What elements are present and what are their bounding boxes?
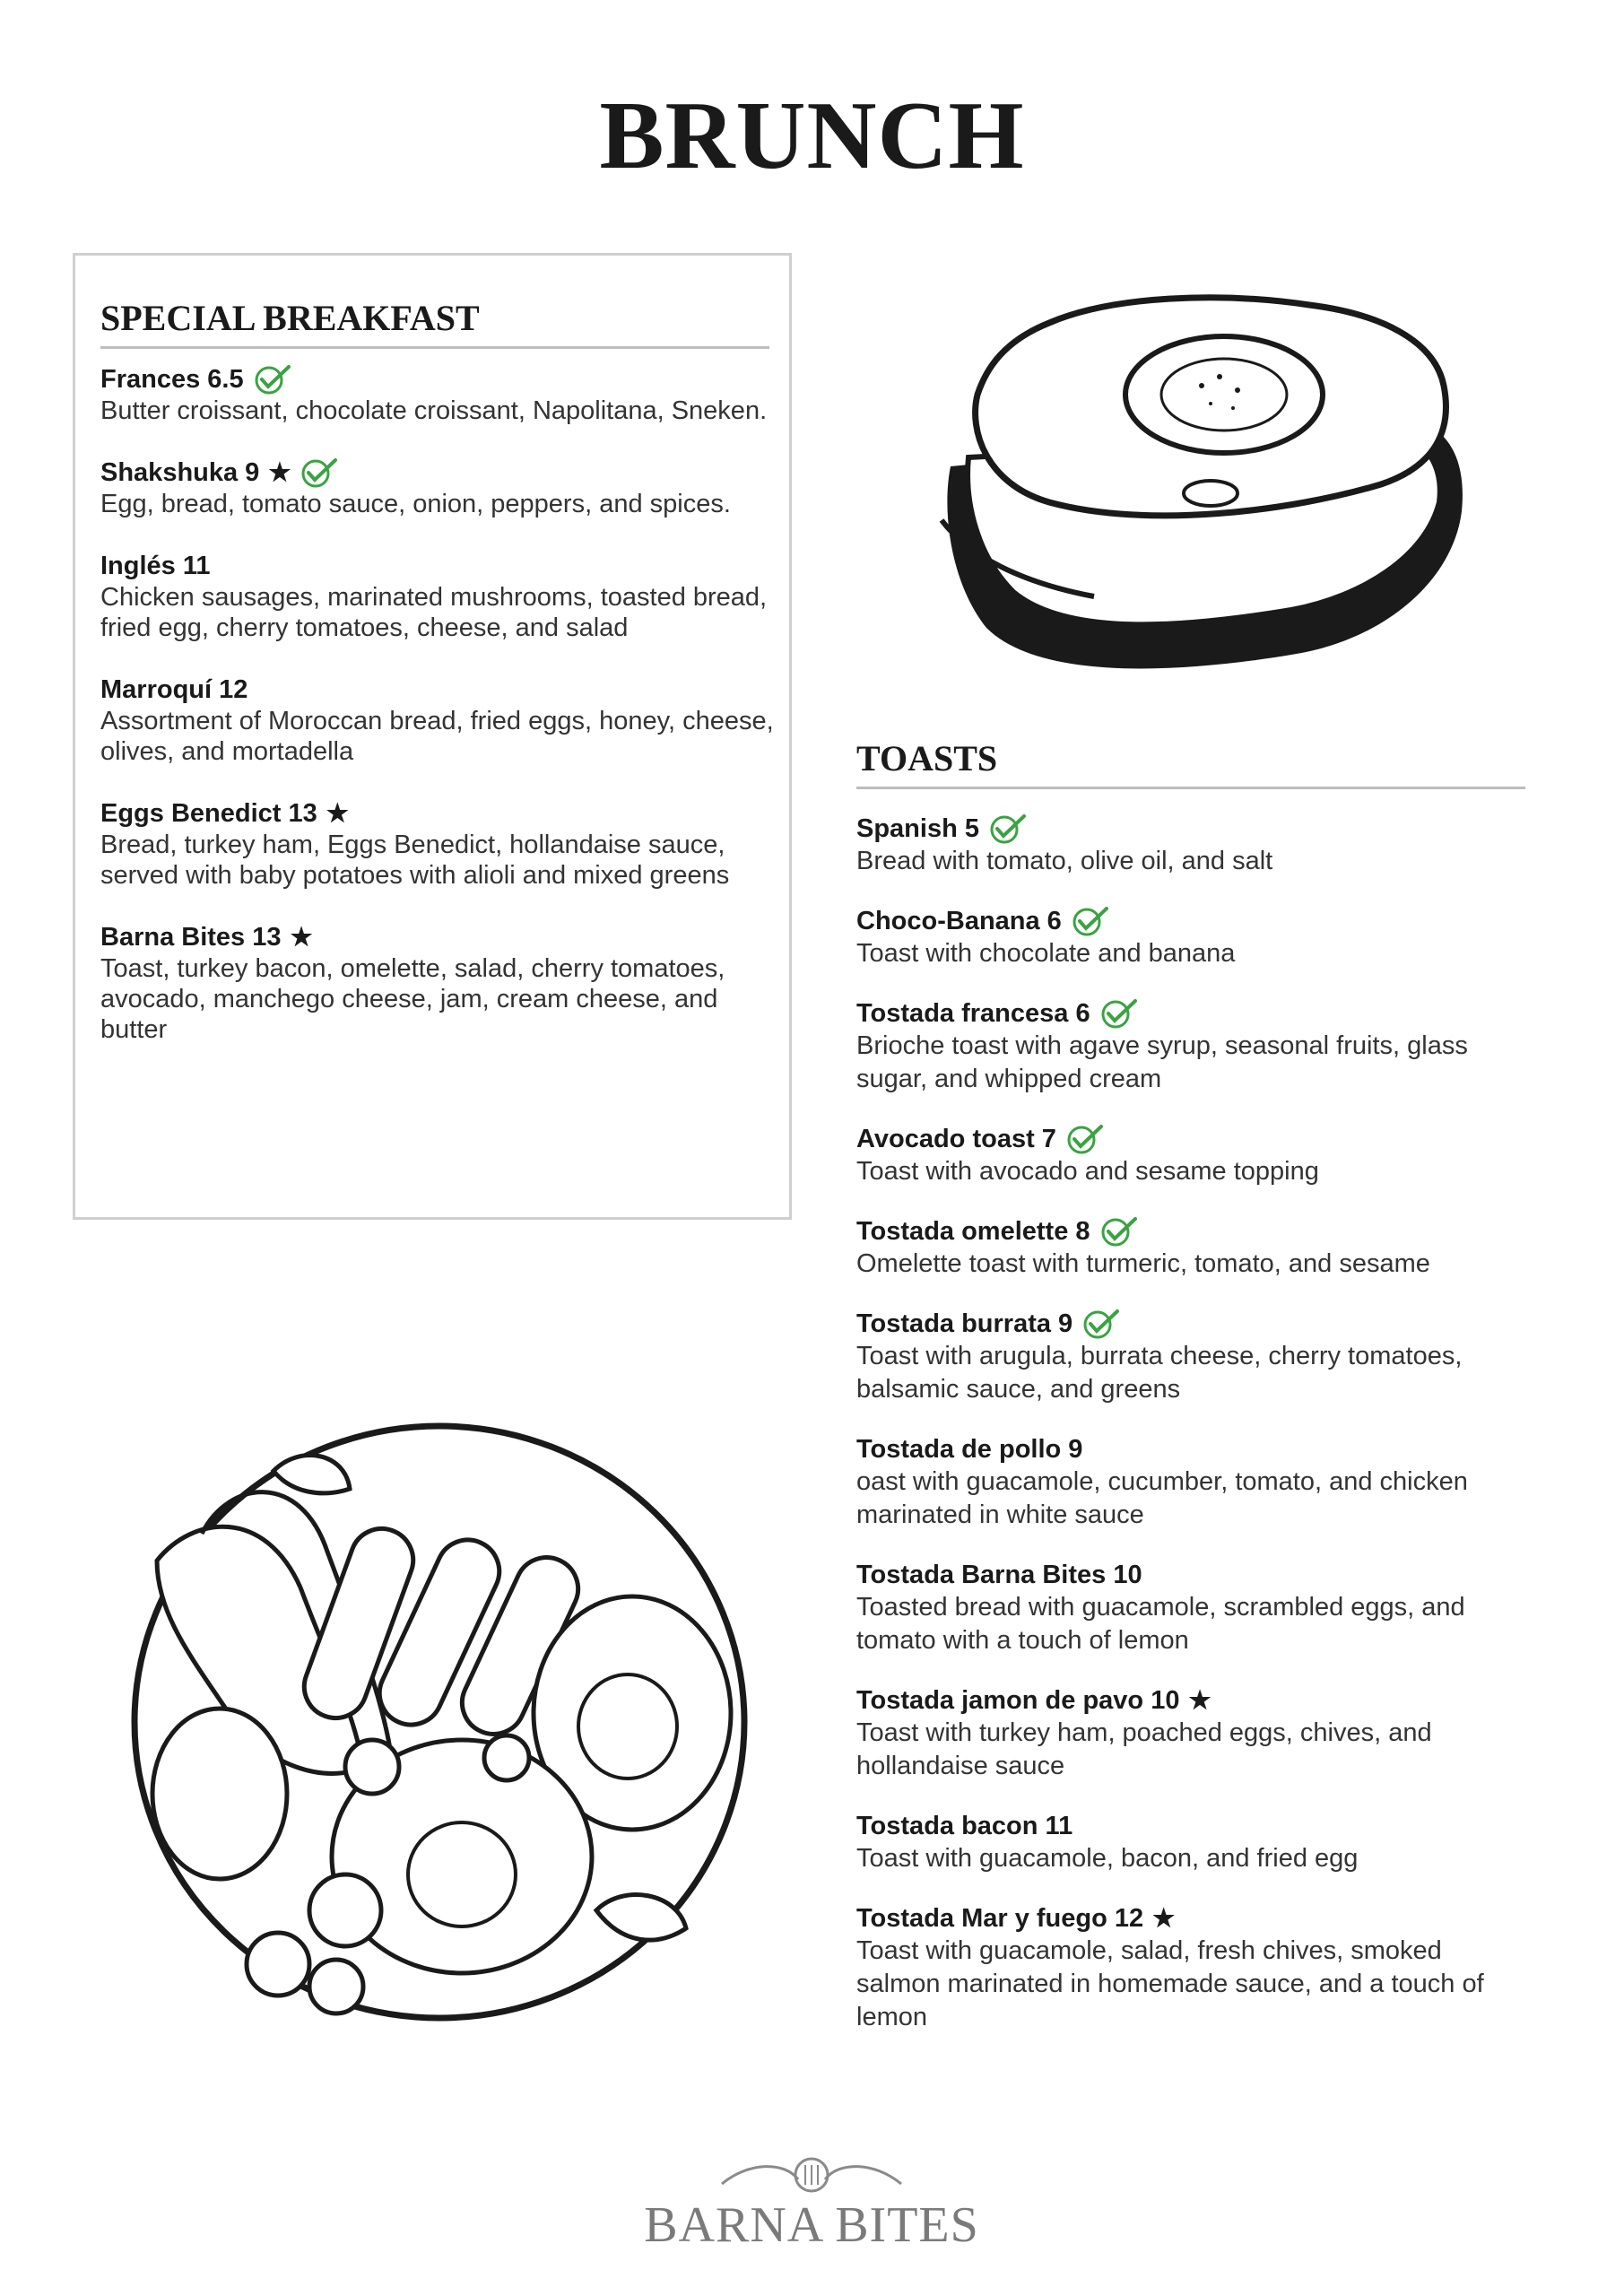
menu-item-description: Toast with chocolate and banana <box>856 939 1236 968</box>
menu-item-description: Toast with avocado and sesame topping <box>856 1157 1319 1186</box>
star-icon: ★ <box>268 458 291 486</box>
check-badge-icon <box>988 813 1028 845</box>
special-breakfast-list <box>100 363 782 1075</box>
menu-item <box>100 674 782 767</box>
star-icon: ★ <box>290 923 313 951</box>
check-badge-icon <box>1071 905 1110 937</box>
menu-item <box>856 1902 1529 2034</box>
menu-item <box>100 363 782 426</box>
menu-item <box>856 1215 1529 1281</box>
menu-item-name: Barna Bites 13 <box>100 923 282 952</box>
menu-item-title <box>856 1902 1529 1935</box>
menu-item-title <box>100 550 782 582</box>
ornament-icon <box>713 2152 910 2197</box>
star-icon: ★ <box>1188 1686 1211 1714</box>
menu-item <box>856 813 1529 878</box>
menu-item-title <box>856 1559 1529 1591</box>
page-title: BRUNCH <box>599 83 1025 189</box>
check-badge-icon <box>1099 1215 1139 1248</box>
menu-item-title <box>856 1684 1529 1717</box>
menu-item-title <box>100 363 782 396</box>
menu-item <box>100 550 782 643</box>
menu-item-name: Marroquí 12 <box>100 675 248 704</box>
menu-item-description: Toast with guacamole, bacon, and fried egg <box>856 1844 1359 1873</box>
menu-item-description: Toast with guacamole, salad, fresh chives, smoked salmon marinated in homemade sauce, and a touch of lemon <box>856 1936 1484 2031</box>
menu-item-name: Tostada de pollo 9 <box>856 1435 1083 1464</box>
menu-item <box>856 1810 1529 1875</box>
menu-item <box>856 997 1529 1096</box>
menu-item-title <box>856 1215 1529 1248</box>
menu-item-title <box>100 797 782 830</box>
menu-item-name: Tostada omelette 8 <box>856 1217 1090 1246</box>
check-badge-icon <box>253 363 292 396</box>
menu-item <box>100 457 782 519</box>
toasts-heading: TOASTS <box>856 737 1525 789</box>
star-icon: ★ <box>326 799 349 827</box>
menu-item <box>856 1684 1529 1783</box>
menu-item-name: Tostada Barna Bites 10 <box>856 1561 1142 1589</box>
menu-item-description: oast with guacamole, cucumber, tomato, and chicken marinated in white sauce <box>856 1467 1468 1529</box>
brand-name: BARNA BITES <box>644 2197 979 2253</box>
menu-item-title <box>856 1433 1529 1465</box>
special-breakfast-panel <box>73 253 792 1220</box>
menu-item-name: Tostada burrata 9 <box>856 1309 1073 1338</box>
menu-item-description: Toast with turkey ham, poached eggs, chives, and hollandaise sauce <box>856 1718 1432 1780</box>
menu-item <box>856 1308 1529 1406</box>
menu-item-title <box>100 457 782 489</box>
menu-item-description: Bread with tomato, olive oil, and salt <box>856 847 1273 875</box>
menu-item <box>100 797 782 891</box>
menu-item-title <box>856 905 1529 937</box>
menu-item <box>856 1559 1529 1657</box>
toast-illustration <box>915 287 1471 691</box>
check-badge-icon <box>1099 997 1139 1030</box>
breakfast-plate-illustration <box>121 1408 758 2036</box>
menu-item-description: Toasted bread with guacamole, scrambled eggs, and tomato with a touch of lemon <box>856 1593 1465 1655</box>
menu-item-title <box>856 813 1529 845</box>
menu-item-description: Toast with arugula, burrata cheese, cherry tomatoes, balsamic sauce, and greens <box>856 1342 1463 1404</box>
menu-item-title <box>100 674 782 706</box>
menu-item-name: Choco-Banana 6 <box>856 907 1062 935</box>
menu-item <box>856 905 1529 970</box>
menu-item-description: Toast, turkey bacon, omelette, salad, cherry tomatoes, avocado, manchego cheese, jam, cream cheese, and butter <box>100 954 725 1044</box>
menu-item-description: Assortment of Moroccan bread, fried eggs, honey, cheese, olives, and mortadella <box>100 707 774 766</box>
brand-logo <box>628 2152 995 2254</box>
menu-item-title <box>856 1308 1529 1340</box>
check-badge-icon <box>1065 1123 1105 1155</box>
menu-item-name: Avocado toast 7 <box>856 1125 1056 1153</box>
check-badge-icon <box>1081 1308 1121 1340</box>
star-icon: ★ <box>1152 1904 1176 1932</box>
menu-item <box>100 921 782 1045</box>
menu-item-name: Eggs Benedict 13 <box>100 799 317 828</box>
menu-item-name: Shakshuka 9 <box>100 458 260 487</box>
menu-item-description: Chicken sausages, marinated mushrooms, toasted bread, fried egg, cherry tomatoes, cheese, and salad <box>100 583 768 642</box>
menu-item-name: Tostada Mar y fuego 12 <box>856 1904 1144 1933</box>
menu-item-title <box>856 1123 1529 1155</box>
menu-item-title <box>100 921 782 953</box>
menu-item-name: Frances 6.5 <box>100 365 244 394</box>
menu-item <box>856 1433 1529 1532</box>
menu-item-name: Tostada francesa 6 <box>856 999 1090 1028</box>
menu-item-title <box>856 1810 1529 1842</box>
menu-item-name: Spanish 5 <box>856 814 979 843</box>
toasts-list <box>856 813 1529 2034</box>
toasts-section <box>856 737 1529 2061</box>
menu-item-title <box>856 997 1529 1030</box>
menu-item-name: Tostada jamon de pavo 10 <box>856 1686 1180 1715</box>
check-badge-icon <box>300 457 339 489</box>
special-breakfast-heading: SPECIAL BREAKFAST <box>100 297 769 349</box>
menu-item-description: Butter croissant, chocolate croissant, Napolitana, Sneken. <box>100 396 768 425</box>
menu-item-name: Inglés 11 <box>100 552 211 580</box>
menu-item-description: Egg, bread, tomato sauce, onion, peppers, and spices. <box>100 490 731 518</box>
menu-item <box>856 1123 1529 1188</box>
menu-item-description: Brioche toast with agave syrup, seasonal fruits, glass sugar, and whipped cream <box>856 1031 1468 1093</box>
menu-item-description: Bread, turkey ham, Eggs Benedict, hollandaise sauce, served with baby potatoes with alioli and mixed greens <box>100 831 730 890</box>
menu-item-name: Tostada bacon 11 <box>856 1812 1073 1840</box>
menu-item-description: Omelette toast with turmeric, tomato, and sesame <box>856 1249 1430 1278</box>
